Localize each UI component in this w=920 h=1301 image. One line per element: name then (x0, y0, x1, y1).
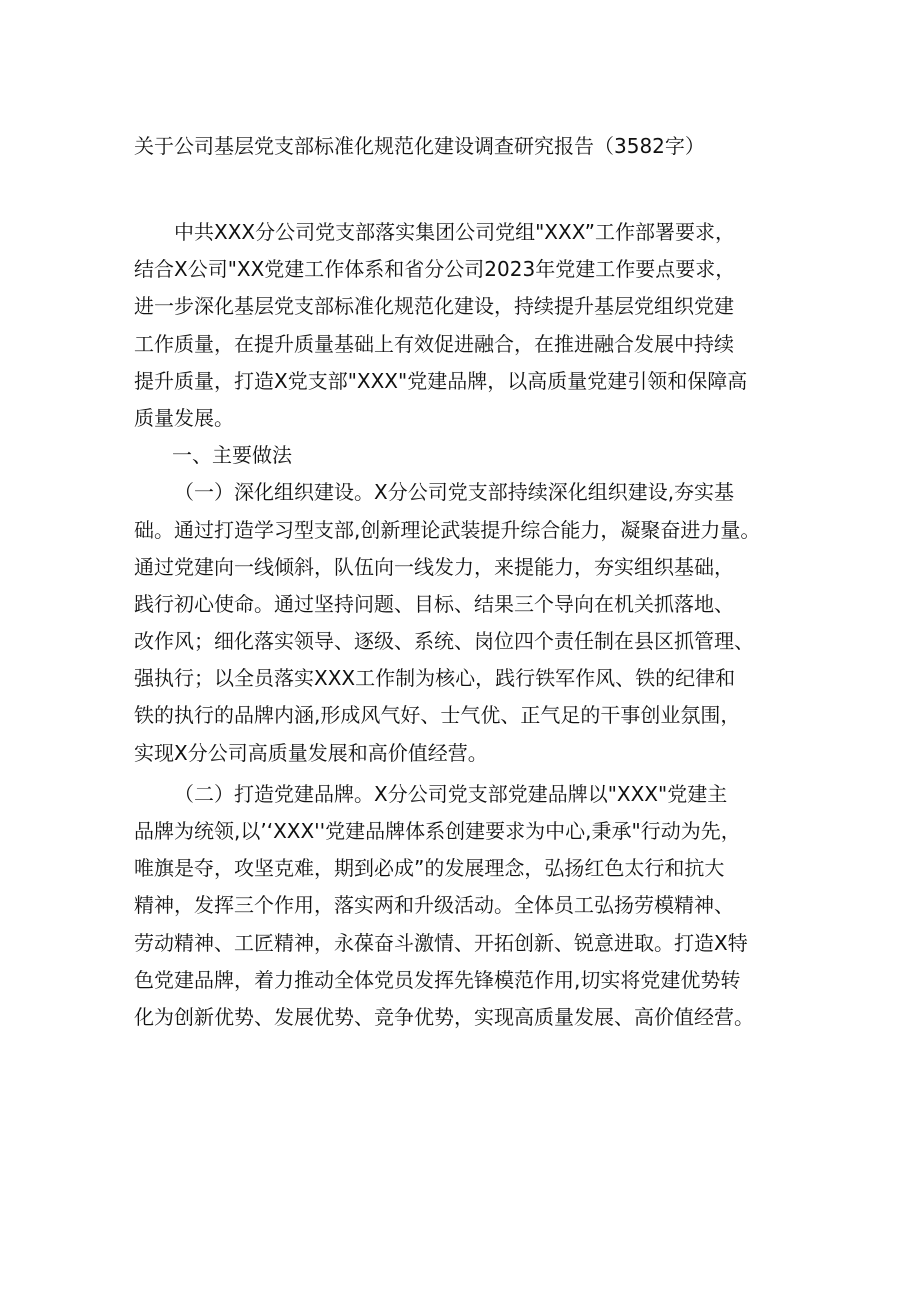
paragraph-line: 唯旗是夺，攻坚克难，期到必成”的发展理念，弘扬红色太行和抗大 (134, 856, 725, 881)
paragraph-line: 通过党建向一线倾斜，队伍向一线发力，来提能力，夯实组织基础， (134, 554, 734, 579)
paragraph-line: 础。通过打造学习型支部,创新理论武装提升综合能力，凝聚奋进力量。 (134, 517, 761, 542)
document-title: 关于公司基层党支部标准化规范化建设调查研究报告（3582字） (134, 134, 705, 158)
intro-line: 质量发展。 (134, 405, 234, 430)
paragraph-line: 色党建品牌，着力推动全体党员发挥先锋模范作用,切实将党建优势转 (134, 967, 741, 992)
paragraph-line: 精神，发挥三个作用，落实两和升级活动。全体员工弘扬劳模精神、 (134, 893, 734, 918)
section-heading: 一、主要做法 (172, 443, 292, 468)
intro-line: 提升质量，打造X党支部"XXX"党建品牌，以高质量党建引领和保障高 (134, 368, 748, 393)
paragraph-line: 强执行；以全员落实XXX工作制为核心，践行铁军作风、铁的纪律和 (134, 666, 736, 691)
paragraph-line: 践行初心使命。通过坚持问题、目标、结果三个导向在机关抓落地、 (134, 591, 734, 616)
paragraph-line: （二）打造党建品牌。X分公司党支部党建品牌以"XXX"党建主 (174, 781, 728, 806)
paragraph-line: 品牌为统领,以’‘XXX''党建品牌体系创建要求为中心,秉承"行动为先， (134, 819, 741, 843)
intro-line: 进一步深化基层党支部标准化规范化建设，持续提升基层党组织党建 (134, 294, 734, 319)
intro-line: 结合X公司"XX党建工作体系和省分公司2023年党建工作要点要求， (134, 257, 736, 282)
intro-line: 中共XXX分公司党支部落实集团公司党组"XXX”工作部署要求， (174, 220, 735, 244)
paragraph-line: 劳动精神、工匠精神，永葆奋斗激情、开拓创新、锐意进取。打造X特 (134, 930, 748, 955)
intro-line: 工作质量，在提升质量基础上有效促进融合，在推进融合发展中持续 (134, 331, 734, 356)
paragraph-line: （一）深化组织建设。X分公司党支部持续深化组织建设,夯实基 (174, 480, 735, 505)
paragraph-line: 实现X分公司高质量发展和高价值经营。 (134, 740, 488, 765)
document-body (134, 214, 790, 1036)
paragraph-line: 化为创新优势、发展优势、竞争优势，实现高质量发展、高价值经营。 (134, 1004, 754, 1029)
paragraph-line: 铁的执行的品牌内涵,形成风气好、士气优、正气足的干事创业氛围， (134, 703, 741, 728)
paragraph-line: 改作风；细化落实领导、逐级、系统、岗位四个责任制在县区抓管理、 (134, 629, 754, 654)
